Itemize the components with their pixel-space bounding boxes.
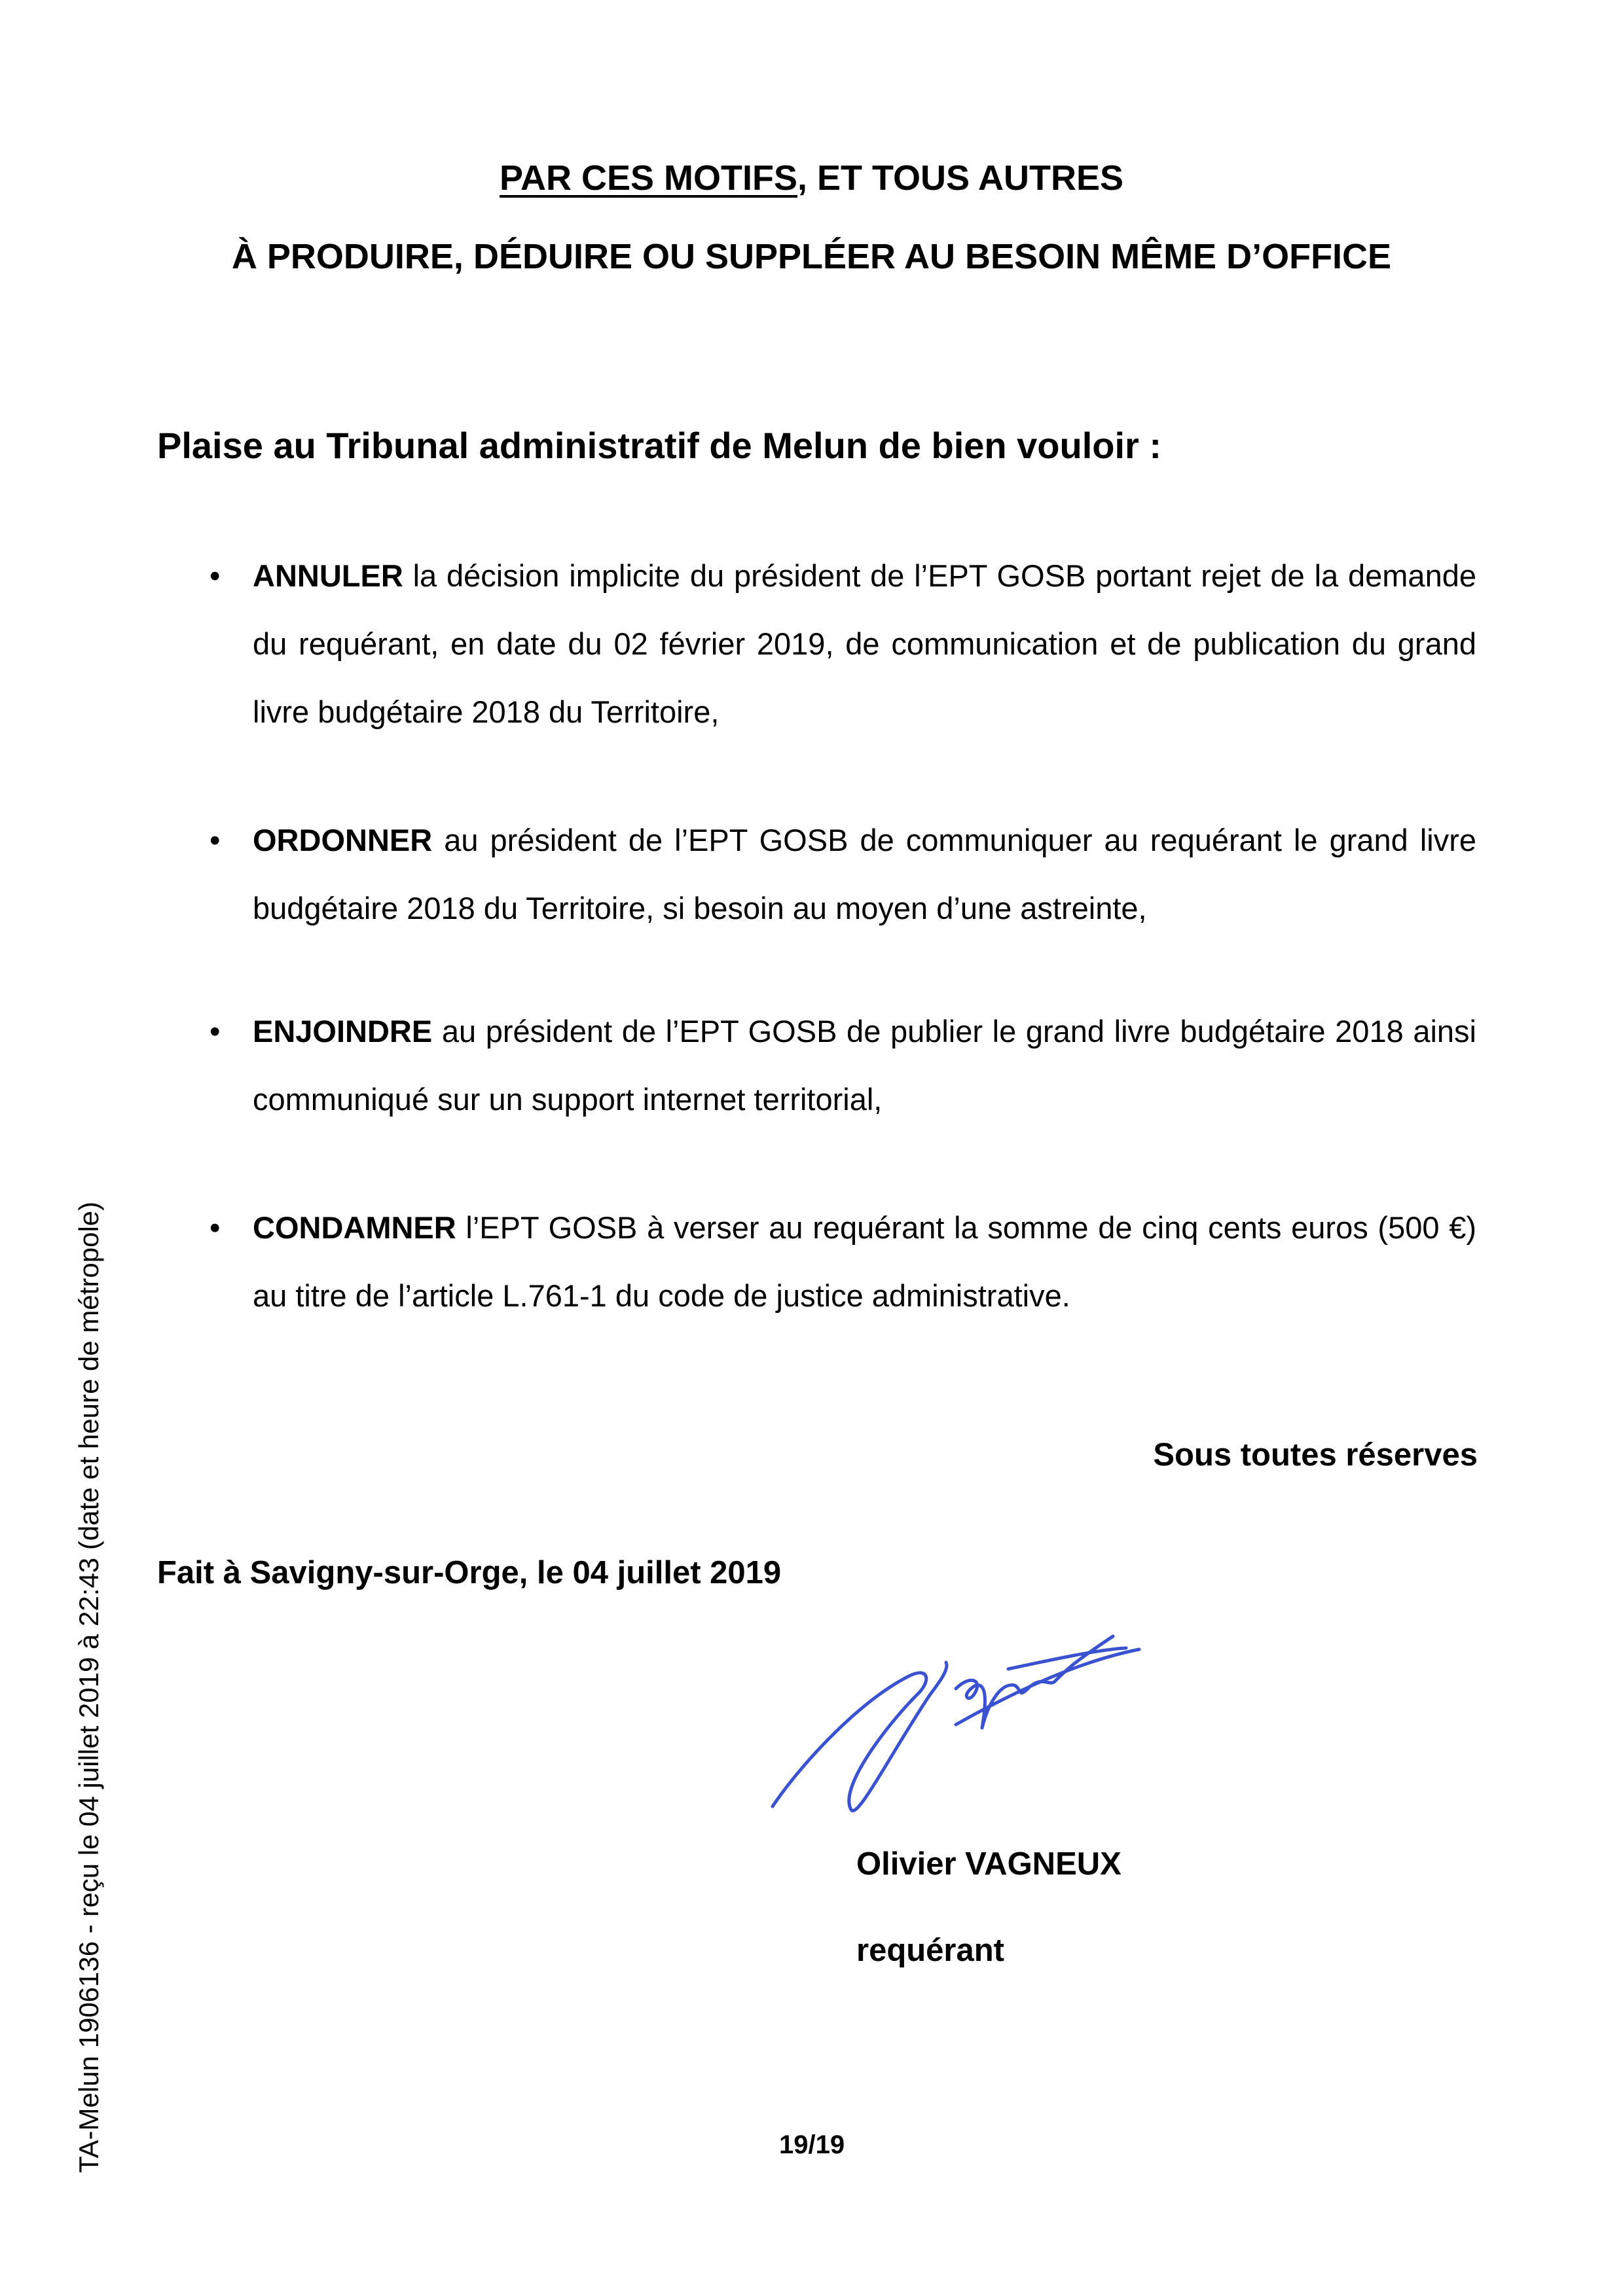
- signatory-role: requérant: [856, 1933, 1005, 1968]
- request-text: l’EPT GOSB à verser au requérant la somme de cinq cents euros (500 €) au titre de l’article L.761-1 du code de justice administrative.: [253, 1210, 1476, 1313]
- request-item: [210, 1194, 1476, 1330]
- signature-icon: [759, 1623, 1322, 1833]
- bullet-icon: •: [210, 823, 221, 857]
- request-item: [210, 542, 1476, 746]
- signatory-name: Olivier VAGNEUX: [856, 1846, 1122, 1882]
- heading-rest: , ET TOUS AUTRES: [797, 158, 1124, 198]
- heading-line-2: À PRODUIRE, DÉDUIRE OU SUPPLÉER AU BESOIN MÊME D’OFFICE: [231, 237, 1392, 276]
- heading-line-1: [0, 160, 1623, 196]
- intro-sentence: Plaise au Tribunal administratif de Melun de bien vouloir :: [157, 425, 1162, 466]
- request-item: [210, 997, 1476, 1134]
- request-text: la décision implicite du président de l’EPT GOSB portant rejet de la demande du requérant, en date du 02 février 2019, de communication et de publication du grand livre budgétaire 2018 du Territoire,: [253, 558, 1476, 729]
- bullet-icon: •: [210, 1014, 221, 1049]
- place-and-date: Fait à Savigny-sur-Orge, le 04 juillet 2019: [157, 1555, 782, 1590]
- page-number: 19/19: [779, 2130, 845, 2159]
- request-verb: CONDAMNER: [253, 1210, 456, 1245]
- request-text: au président de l’EPT GOSB de communiquer au requérant le grand livre budgétaire 2018 du Territoire, si besoin au moyen d’une astreinte,: [253, 823, 1476, 925]
- heading-motifs: PAR CES MOTIFS: [499, 158, 797, 198]
- bullet-icon: •: [210, 1210, 221, 1245]
- request-text: au président de l’EPT GOSB de publier le grand livre budgétaire 2018 ainsi communiqué sur un support internet territorial,: [253, 1014, 1476, 1117]
- request-item: [210, 806, 1476, 942]
- court-receipt-stamp: TA-Melun 1906136 - reçu le 04 juillet 2019 à 22:43 (date et heure de métropole): [73, 1201, 104, 2173]
- bullet-icon: •: [210, 558, 221, 593]
- request-verb: ENJOINDRE: [253, 1014, 433, 1049]
- request-verb: ORDONNER: [253, 823, 433, 857]
- request-verb: ANNULER: [253, 558, 403, 593]
- reserves-note: Sous toutes réserves: [1153, 1437, 1478, 1473]
